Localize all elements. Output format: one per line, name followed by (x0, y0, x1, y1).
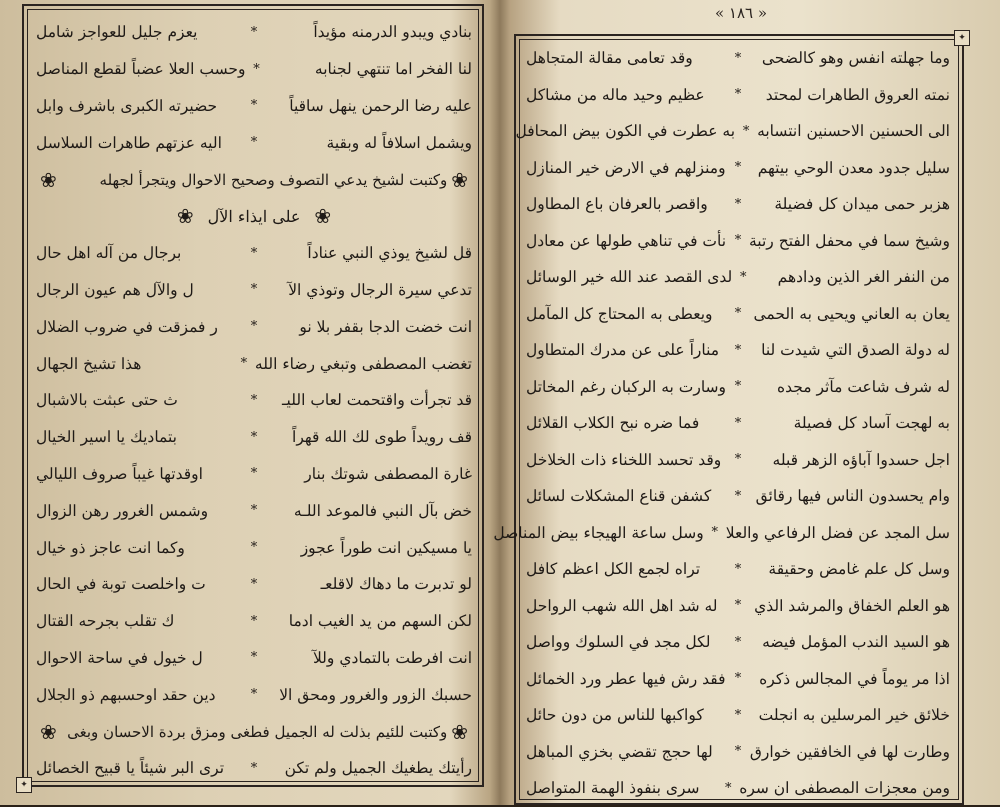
flower-ornament-icon: ❀ (40, 167, 57, 192)
hemistich-second: وسارت به الركبان رغم المخاتل (526, 377, 727, 396)
hemistich-second: وشمس الغرور رهن الزوال (36, 501, 209, 520)
hemistich-second: تراه لجمع الكل اعظم كافل (526, 560, 701, 579)
verse-line (526, 40, 950, 77)
verse-separator-star: * (240, 356, 248, 372)
hemistich-second: ك تقلب بجرحه القتال (36, 612, 175, 631)
verse-line (36, 124, 472, 161)
hemistich-second: وقد تحسد اللخناء ذات الخلاخل (526, 450, 722, 469)
verse-line (515, 113, 950, 150)
verse-separator-star: * (250, 429, 258, 445)
verse-line (36, 750, 472, 787)
hemistich-second: نأت في تناهي طولها عن معادل (526, 231, 727, 250)
hemistich-second: ر فمزقت في ضروب الضلال (36, 317, 218, 336)
hemistich-second: وحسب العلا عضباً لقطع المناصل (36, 60, 246, 79)
verse-line (36, 88, 472, 125)
hemistich-first: يا مسيكين انت طوراً عجوز (300, 538, 472, 557)
verse-line (526, 588, 950, 625)
verse-line (36, 419, 472, 456)
hemistich-first: به لهجت آساد كل فصيلة (793, 414, 950, 433)
hemistich-second: هذا تشيخ الجهال (36, 354, 142, 373)
hemistich-first: غارة المصطفى شوتك بنار (304, 464, 472, 483)
verse-line (526, 77, 950, 114)
verse-separator-star: * (711, 525, 718, 541)
hemistich-first: اذا مر يوماً في المجالس ذكره (759, 669, 950, 688)
right-corner-ornament: ✦ (954, 30, 970, 46)
hemistich-first: قد تجرأت واقتحمت لعاب الليـ (282, 391, 472, 410)
hemistich-first: ويشمل اسلافاً له وبقية (326, 133, 472, 152)
verse-line (493, 515, 950, 552)
left-page (0, 0, 492, 805)
hemistich-first: وشيخ سما في محفل الفتح رتبة (748, 231, 950, 250)
hemistich-second: دين حقد اوحسبهم ذو الجلال (36, 685, 216, 704)
prose-line (36, 713, 472, 750)
verse-separator-star: * (250, 650, 258, 666)
verse-separator-star: * (734, 196, 742, 212)
verse-line (36, 308, 472, 345)
verse-separator-star: * (739, 269, 747, 285)
verse-line (526, 551, 950, 588)
verse-line (36, 492, 472, 529)
verse-line (526, 478, 950, 515)
verse-line (36, 640, 472, 677)
hemistich-second: به عطرت في الكون بيض المحافل (515, 122, 736, 141)
page-number: « ١٨٦ » (714, 4, 768, 22)
hemistich-first: قل لشيخ يوذي النبي عناداً (307, 244, 472, 263)
verse-separator-star: * (250, 282, 258, 298)
hemistich-second: بتماديك يا اسير الخيال (36, 428, 177, 447)
hemistich-first: خض بآل النبي فالموعد اللـه (293, 501, 472, 520)
flower-ornament-icon: ❀ (451, 719, 468, 744)
verse-separator-star: * (734, 561, 742, 577)
verse-separator-star: * (734, 87, 742, 103)
verse-line (36, 566, 472, 603)
verse-separator-star: * (250, 687, 258, 703)
hemistich-second: برجال من آله اهل حال (36, 244, 182, 263)
verse-line (526, 405, 950, 442)
verse-line (526, 624, 950, 661)
hemistich-second: ث حتى عبثت بالاشبال (36, 391, 178, 410)
verse-line (36, 603, 472, 640)
verse-line (526, 223, 950, 260)
verse-separator-star: * (734, 160, 742, 176)
verse-separator-star: * (734, 306, 742, 322)
hemistich-first: سليل جدود معدن الوحي بيتهم (757, 158, 950, 177)
hemistich-first: له شرف شاعت مآثر مجده (777, 377, 950, 396)
verse-separator-star: * (250, 245, 258, 261)
verse-line (526, 661, 950, 698)
left-page-text (36, 14, 472, 787)
hemistich-second: واقصر بالعرفان باع المطاول (526, 195, 708, 214)
hemistich-second: فقد رش فيها عطر ورد الخمائل (526, 669, 726, 688)
hemistich-second: لكل مجد في السلوك وواصل (526, 633, 711, 652)
hemistich-first: سل المجد عن فضل الرفاعي والعلا (725, 523, 950, 542)
verse-separator-star: * (734, 707, 742, 723)
verse-separator-star: * (734, 744, 742, 760)
hemistich-second: كشفن قناع المشكلات لسائل (526, 487, 712, 506)
verse-separator-star: * (734, 452, 742, 468)
hemistich-second: مناراً على عن مدرك المتطاول (526, 341, 720, 360)
hemistich-first: خلائق خير المرسلين به انجلت (758, 706, 950, 725)
hemistich-first: بنادي ويبدو الدرمنه مؤيداً (313, 23, 472, 42)
verse-separator-star: * (734, 415, 742, 431)
hemistich-second: وكما انت عاجز ذو خيال (36, 538, 185, 557)
hemistich-first: انت خضت الدجا بقفر بلا نو (299, 317, 472, 336)
hemistich-second: اوقدتها غيباً صروف الليالي (36, 464, 203, 483)
hemistich-first: وما جهلته انفس وهو كالضحى (761, 49, 950, 68)
hemistich-first: الى الحسنين الاحسنين انتسابه (757, 122, 950, 141)
verse-line (526, 734, 950, 771)
hemistich-first: يعان به العاني ويحيى به الحمى (753, 304, 950, 323)
verse-separator-star: * (734, 488, 742, 504)
verse-separator-star: * (250, 24, 258, 40)
hemistich-first: هزبر حمى ميدان كل فضيلة (774, 195, 950, 214)
verse-separator-star: * (250, 576, 258, 592)
hemistich-second: حضيرته الكبرى باشرف وابل (36, 96, 218, 115)
hemistich-first: وسل كل علم غامض وحقيقة (768, 560, 950, 579)
hemistich-first: لكن السهم من يد الغيب ادما (288, 612, 472, 631)
hemistich-first: تدعي سيرة الرجال وتوذي الآ (288, 280, 472, 299)
hemistich-second: اليه عزتهم طاهرات السلاسل (36, 133, 222, 152)
verse-separator-star: * (734, 671, 742, 687)
verse-line (36, 235, 472, 272)
verse-line (526, 369, 950, 406)
hemistich-first: هو العلم الخفاق والمرشد الذي (754, 596, 950, 615)
flower-ornament-icon: ❀ (451, 167, 468, 192)
verse-separator-star: * (734, 379, 742, 395)
hemistich-second: ت واخلصت توبة في الحال (36, 575, 206, 594)
verse-separator-star: * (734, 50, 742, 66)
prose-text: وكتبت لشيخ يدعي التصوف وصحيح الاحوال ويتجرأ لجهله (99, 170, 448, 189)
verse-line (526, 442, 950, 479)
verse-separator-star: * (253, 61, 260, 77)
left-corner-ornament: ✦ (16, 777, 32, 793)
verse-line (36, 529, 472, 566)
hemistich-second: لها حجج تقضي بخزي المباهل (526, 742, 713, 761)
heading-text: على ايذاء الآل (207, 206, 301, 226)
verse-separator-star: * (250, 319, 258, 335)
verse-line (526, 332, 950, 369)
hemistich-first: تغضب المصطفى وتبغي رضاء الله (254, 354, 472, 373)
verse-separator-star: * (250, 135, 258, 151)
hemistich-second: ل خيول في ساحة الاحوال (36, 648, 203, 667)
verse-line (526, 259, 950, 296)
verse-line (36, 382, 472, 419)
hemistich-first: اجل حسدوا آباؤه الزهر قبله (772, 450, 950, 469)
hemistich-second: وقد تعامى مقالة المتجاهل (526, 49, 693, 68)
verse-line (36, 51, 472, 88)
verse-line (526, 150, 950, 187)
hemistich-second: كواكبها للناس من دون حائل (526, 706, 704, 725)
verse-separator-star: * (734, 233, 742, 249)
prose-text: وكتبت للئيم بذلت له الجميل فطغى ومزق بردة الاحسان وبغى (67, 722, 448, 741)
verse-separator-star: * (734, 598, 742, 614)
right-page-text (493, 40, 950, 807)
flower-ornament-icon: ❀ (40, 719, 57, 744)
verse-separator-star: * (724, 780, 732, 796)
hemistich-second: ويعطى به المحتاج كل المآمل (526, 304, 713, 323)
hemistich-first: قف رويداً طوى لك الله قهراً (292, 428, 472, 447)
hemistich-first: وطارت لها في الخافقين خوارق (749, 742, 950, 761)
hemistich-second: لدى القصد عند الله خير الوسائل (526, 268, 733, 287)
verse-separator-star: * (250, 392, 258, 408)
hemistich-first: من النفر الغر الذين ودادهم (777, 268, 950, 287)
hemistich-second: له شد اهل الله شهب الرواحل (526, 596, 718, 615)
hemistich-first: انت افرطت بالتمادي وللآ (312, 648, 472, 667)
section-heading (36, 198, 472, 235)
hemistich-first: له دولة الصدق التي شيدت لنا (761, 341, 950, 360)
verse-line (36, 676, 472, 713)
verse-separator-star: * (250, 613, 258, 629)
hemistich-first: وام يحسدون الناس فيها رقائق (755, 487, 950, 506)
verse-line (526, 770, 950, 807)
verse-line (526, 697, 950, 734)
hemistich-first: لنا الفخر اما تنتهي لجنابه (314, 60, 472, 79)
flower-ornament-icon: ❀ (314, 204, 332, 229)
verse-separator-star: * (734, 342, 742, 358)
hemistich-first: لو تدبرت ما دهاك لاقلعـ (320, 575, 472, 594)
verse-line (36, 456, 472, 493)
verse-separator-star: * (734, 634, 742, 650)
verse-separator-star: * (250, 540, 258, 556)
hemistich-first: نمته العروق الطاهرات لمحتد (765, 85, 950, 104)
hemistich-first: حسبك الزور والغرور ومحق الا (279, 685, 472, 704)
verse-separator-star: * (742, 123, 750, 139)
verse-separator-star: * (250, 466, 258, 482)
hemistich-first: ومن معجزات المصطفى ان سره (739, 779, 950, 798)
hemistich-first: رأيتك يطغيك الجميل ولم تكن (284, 759, 472, 778)
hemistich-second: ترى البر شيئاً يا قبيح الخصائل (36, 759, 225, 778)
verse-line (36, 272, 472, 309)
prose-line (36, 161, 472, 198)
flower-ornament-icon: ❀ (176, 204, 194, 229)
hemistich-first: هو السيد الندب المؤمل فيضه (762, 633, 950, 652)
hemistich-second: وسل ساعة الهيجاء بيض المناصل (493, 523, 704, 542)
hemistich-second: يعزم جليل للعواجز شامل (36, 23, 198, 42)
hemistich-second: سرى بنفوذ الهمة المتواصل (526, 779, 700, 798)
verse-separator-star: * (250, 98, 258, 114)
verse-line (526, 186, 950, 223)
hemistich-second: ومنزلهم في الارض خير المنازل (526, 158, 726, 177)
verse-line (36, 14, 472, 51)
right-page (493, 0, 1000, 805)
hemistich-second: عظيم وحيد ماله من مشاكل (526, 85, 705, 104)
verse-separator-star: * (250, 503, 258, 519)
verse-separator-star: * (250, 760, 258, 776)
verse-line (526, 296, 950, 333)
verse-line (36, 345, 472, 382)
hemistich-second: ل والآل هم عيون الرجال (36, 280, 194, 299)
hemistich-second: فما ضره نبح الكلاب القلائل (526, 414, 700, 433)
hemistich-first: عليه رضا الرحمن ينهل ساقياً (289, 96, 472, 115)
